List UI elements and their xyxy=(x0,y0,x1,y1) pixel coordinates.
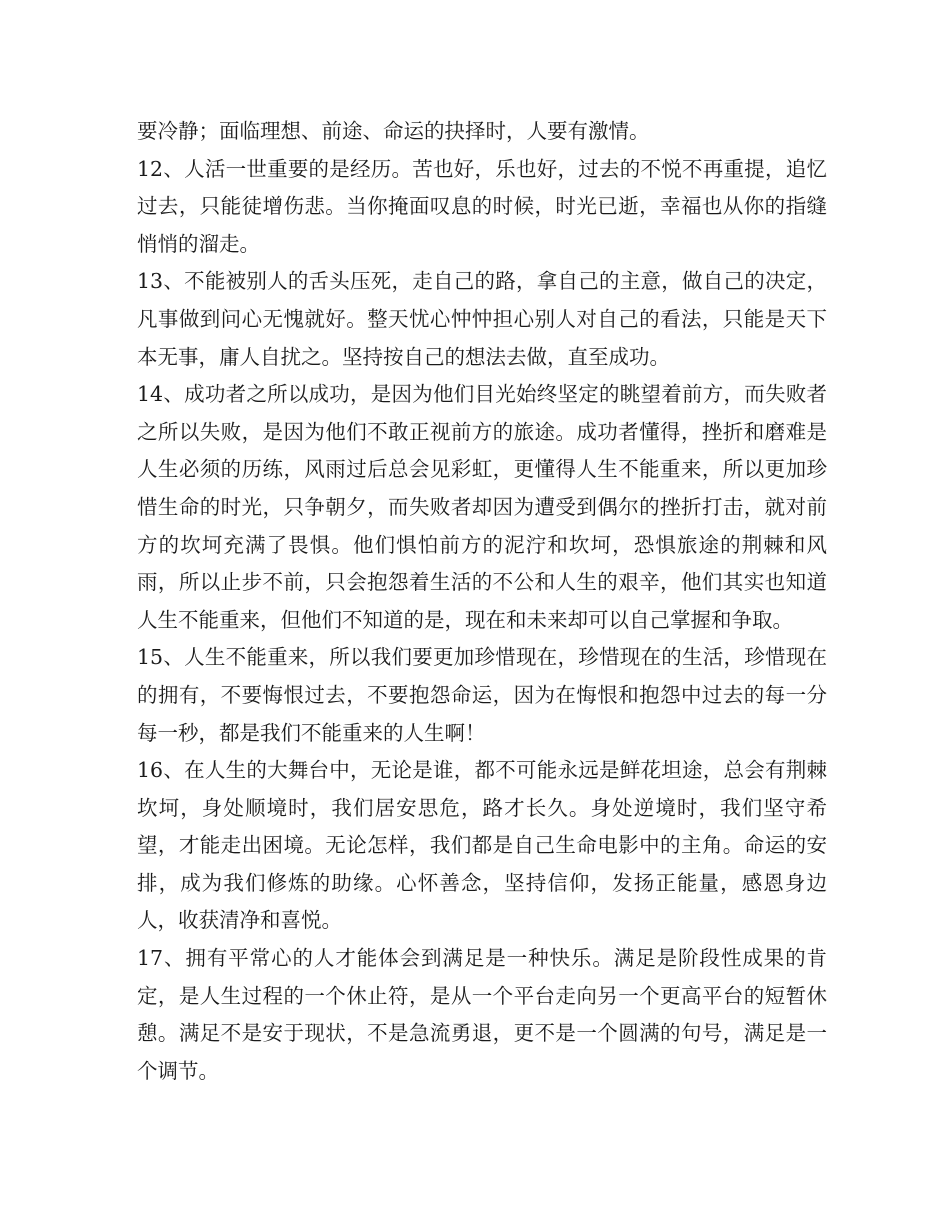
paragraph-12: 12、人活一世重要的是经历。苦也好，乐也好，过去的不悦不再重提，追忆过去，只能徒增伤悲。当你掩面叹息的时候，时光已逝，幸福也从你的指缝悄悄的溜走。 xyxy=(137,156,827,256)
paragraph-13: 13、不能被别人的舌头压死，走自己的路，拿自己的主意，做自己的决定，凡事做到问心无愧就好。整天忧心忡忡担心别人对自己的看法，只能是天下本无事，庸人自扰之。坚持按自己的想法去做，直至成功。 xyxy=(137,269,827,369)
paragraph-16: 16、在人生的大舞台中，无论是谁，都不可能永远是鲜花坦途，总会有荆棘坎坷，身处顺境时，我们居安思危，路才长久。身处逆境时，我们坚守希望，才能走出困境。无论怎样，我们都是自己生命电影中的主角。命运的安排，成为我们修炼的助缘。心怀善念，坚持信仰，发扬正能量，感恩身边人，收获清净和喜悦。 xyxy=(137,758,827,933)
paragraph-15: 15、人生不能重来，所以我们要更加珍惜现在，珍惜现在的生活，珍惜现在的拥有，不要悔恨过去，不要抱怨命运，因为在悔恨和抱怨中过去的每一分每一秒，都是我们不能重来的人生啊！ xyxy=(137,645,827,745)
document-body xyxy=(137,113,827,1090)
paragraph-14: 14、成功者之所以成功，是因为他们目光始终坚定的眺望着前方，而失败者之所以失败，是因为他们不敢正视前方的旅途。成功者懂得，挫折和磨难是人生必须的历练，风雨过后总会见彩虹，更懂得人生不能重来，所以更加珍惜生命的时光，只争朝夕，而失败者却因为遭受到偶尔的挫折打击，就对前方的坎坷充满了畏惧。他们惧怕前方的泥泞和坎坷，恐惧旅途的荆棘和风雨，所以止步不前，只会抱怨着生活的不公和人生的艰辛，他们其实也知道人生不能重来，但他们不知道的是，现在和未来却可以自己掌握和争取。 xyxy=(137,382,827,632)
paragraph-17: 17、拥有平常心的人才能体会到满足是一种快乐。满足是阶段性成果的肯定，是人生过程的一个休止符，是从一个平台走向另一个更高平台的短暂休憩。满足不是安于现状，不是急流勇退，更不是一个圆满的句号，满足是一个调节。 xyxy=(137,946,827,1083)
paragraph-continuation: 要冷静；面临理想、前途、命运的抉择时，人要有激情。 xyxy=(137,119,650,143)
